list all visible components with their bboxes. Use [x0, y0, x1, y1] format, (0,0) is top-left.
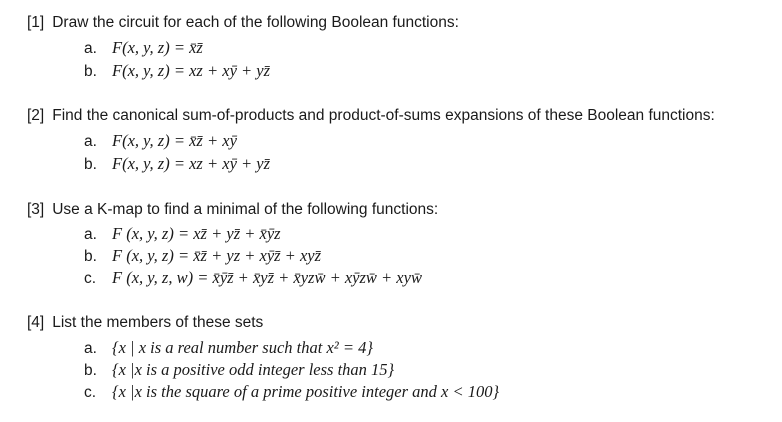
question-prompt: Find the canonical sum-of-products and product-of-sums expansions of these Boolean functions: [52, 107, 715, 124]
boolean-expression: F(x, y, z) = x̄z̄ + xȳ [112, 131, 237, 150]
boolean-expression: F (x, y, z, w) = x̄ȳz̄ + x̄yz̄ + x̄yzw̄ + xȳzw̄ + xyw̄ [112, 268, 422, 287]
boolean-expression: F(x, y, z) = xz + xȳ + yz̄ [112, 61, 271, 80]
item-letter: b. [84, 248, 97, 265]
question-3-item-c [84, 268, 422, 288]
item-letter: b. [84, 156, 97, 173]
question-4-heading [27, 314, 263, 332]
boolean-expression: F (x, y, z) = x̄z̄ + yz + xȳz̄ + xyz̄ [112, 246, 322, 265]
set-expression: {x |x is a positive odd integer less than 15} [112, 360, 395, 379]
question-1-heading [27, 14, 459, 32]
item-letter: a. [84, 226, 97, 243]
question-4-item-a [84, 338, 373, 358]
item-letter: b. [84, 362, 97, 379]
question-number: [1] [27, 14, 45, 31]
question-2-item-a [84, 131, 237, 151]
item-letter: c. [84, 384, 97, 401]
question-prompt: Use a K-map to find a minimal of the following functions: [52, 201, 439, 218]
question-prompt: Draw the circuit for each of the following Boolean functions: [52, 14, 459, 31]
question-3-heading [27, 201, 438, 219]
boolean-expression: F(x, y, z) = xz + xȳ + yz̄ [112, 154, 271, 173]
question-1-item-b [84, 61, 270, 81]
boolean-expression: F(x, y, z) = x̄z̄ [112, 38, 203, 57]
question-4-item-b [84, 360, 394, 380]
question-2-item-b [84, 154, 270, 174]
question-4-item-c [84, 382, 499, 402]
question-number: [4] [27, 314, 45, 331]
set-expression: {x | x is a real number such that x² = 4} [112, 338, 373, 357]
question-3-item-b [84, 246, 321, 266]
item-letter: c. [84, 270, 97, 287]
item-letter: a. [84, 40, 97, 57]
question-number: [2] [27, 107, 45, 124]
item-letter: a. [84, 133, 97, 150]
item-letter: a. [84, 340, 97, 357]
question-2-heading [27, 107, 715, 125]
question-1-item-a [84, 38, 203, 58]
boolean-expression: F (x, y, z) = xz̄ + yz̄ + x̄ȳz [112, 224, 281, 243]
item-letter: b. [84, 63, 97, 80]
question-number: [3] [27, 201, 45, 218]
question-3-item-a [84, 224, 281, 244]
question-prompt: List the members of these sets [52, 314, 264, 331]
set-expression: {x |x is the square of a prime positive integer and x < 100} [112, 382, 500, 401]
